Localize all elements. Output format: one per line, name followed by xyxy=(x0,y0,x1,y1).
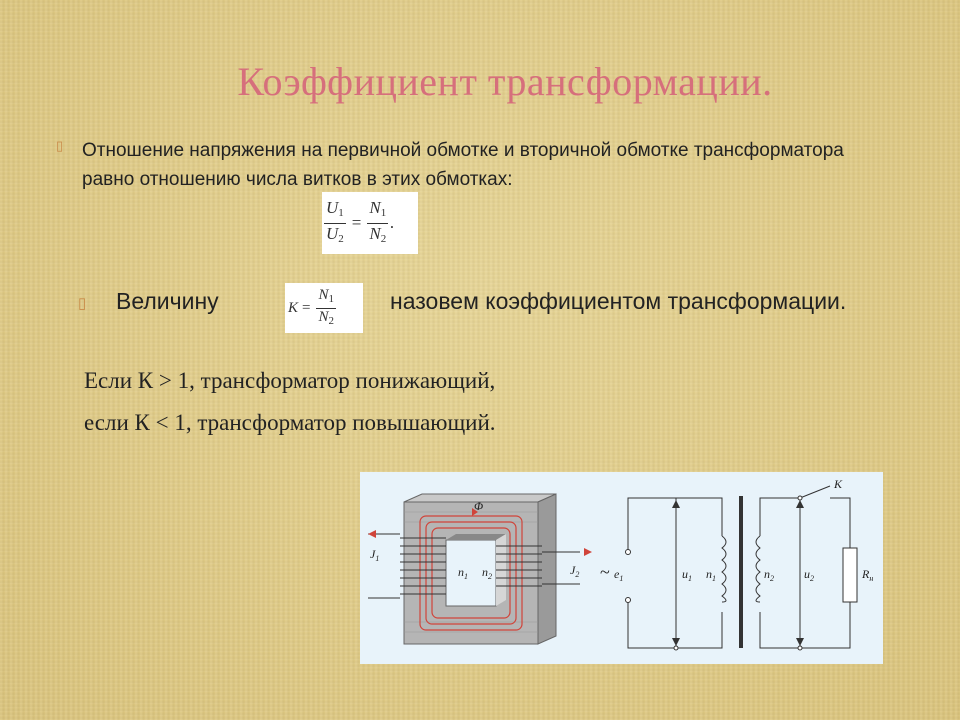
label-n2: n xyxy=(482,565,488,579)
label-j2: J xyxy=(570,563,576,577)
label-n2-schematic: n xyxy=(764,567,770,581)
svg-text:n2: $n_2$ xyxy=(764,567,774,583)
resistor-load xyxy=(843,548,857,602)
bullet-text-ratio: Отношение напряжения на первичной обмотке и вторичной обмотке трансформатора равно отношению числа витков в этих обмотках: xyxy=(82,140,844,190)
rule-step-down: Если К > 1, трансформатор понижающий, xyxy=(84,368,496,393)
svg-text:e1: $e_1$ xyxy=(614,567,624,583)
svg-text:n1: $n_1$ xyxy=(458,565,468,581)
circuit-schematic xyxy=(628,486,857,648)
svg-text:u1: $u_1$ xyxy=(682,567,692,583)
svg-text:J2: $J_2$ xyxy=(570,563,580,579)
transformer-diagram xyxy=(360,472,883,664)
label-rn: R xyxy=(862,567,870,581)
label-k: K xyxy=(834,477,843,491)
svg-text:Rн: $R_н$ xyxy=(862,567,874,583)
rule-step-up: если К < 1, трансформатор повышающий. xyxy=(84,410,496,435)
label-u2: u xyxy=(804,567,810,581)
svg-text:n1: $n_1$ xyxy=(706,567,716,583)
label-phi: Φ xyxy=(474,499,484,513)
svg-text:J1: $J_1$ xyxy=(370,547,380,563)
fraction-u: $\frac{U_1}{U_2}$ xyxy=(326,197,344,245)
svg-text:n2: $n_2$ xyxy=(482,565,492,581)
fraction-n: $\frac{N_1}{N_2}$ xyxy=(318,286,334,327)
label-u1: u xyxy=(682,567,688,581)
label-n1: n xyxy=(458,565,464,579)
label-n1-schematic: n xyxy=(706,567,712,581)
bullet-marker: ▯ xyxy=(78,295,87,312)
svg-text:u2: $u_2$ xyxy=(804,567,814,583)
bullet-text-definition: назовем коэффициентом трансформации. xyxy=(390,288,847,314)
formula-k: K = $\frac{N_1}{N_2}$ xyxy=(285,283,363,333)
formula-voltage-ratio: $\frac{U_1}{U_2}$ = $\frac{N_1}{N_2}$ . xyxy=(322,192,418,254)
current-arrow-icon xyxy=(584,548,592,556)
switch-k xyxy=(800,486,830,498)
bullet-label-value: Величину xyxy=(116,288,219,314)
current-arrow-icon xyxy=(368,530,376,538)
fraction-n: $\frac{N_1}{N_2}$ xyxy=(369,197,387,245)
label-e1: e xyxy=(614,567,620,581)
slide-title: Коэффициент трансформации. xyxy=(237,59,773,104)
ac-source-icon: ~ xyxy=(600,562,610,582)
bullet-marker: ▯ xyxy=(56,138,64,153)
label-j1: J xyxy=(370,547,376,561)
